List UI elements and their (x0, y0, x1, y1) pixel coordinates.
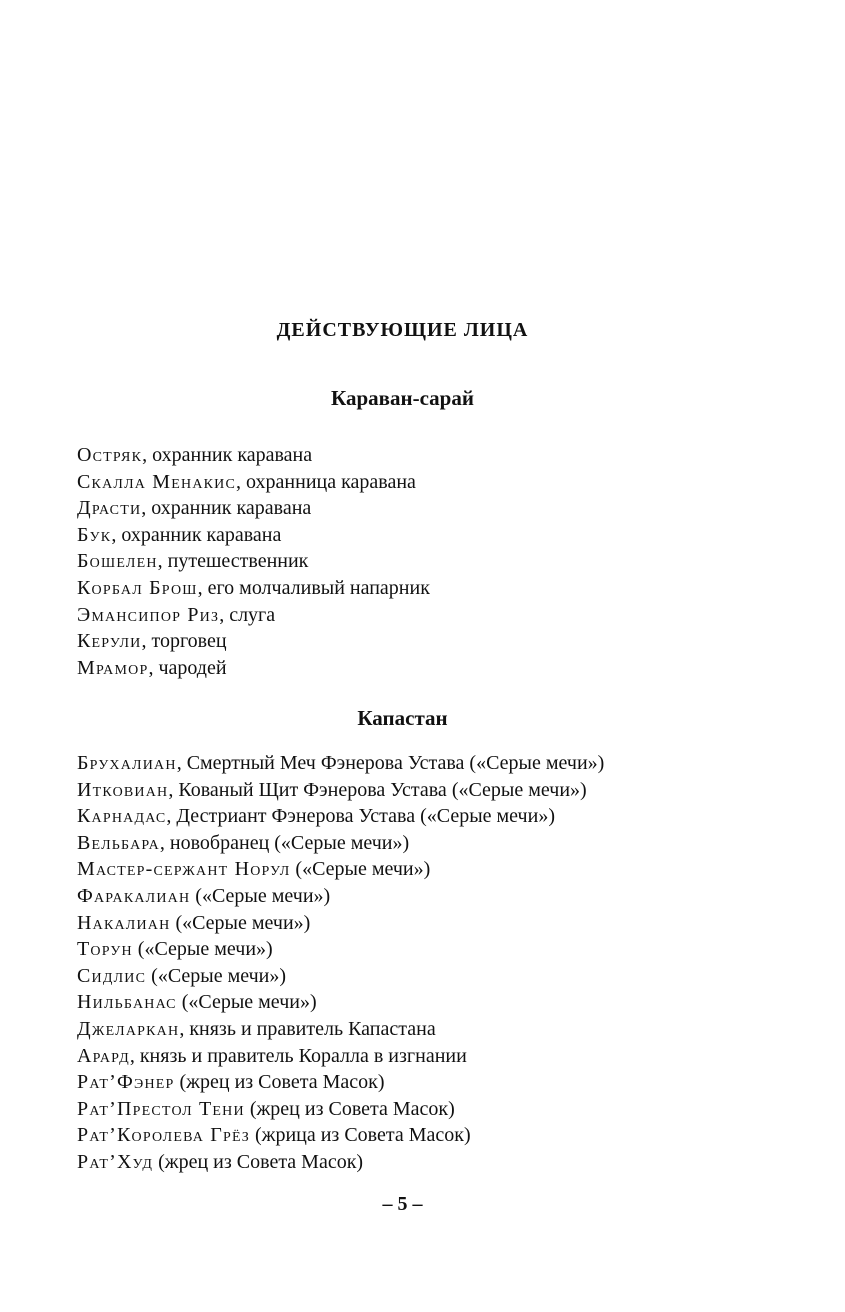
character-name: Арард (77, 1044, 130, 1067)
cast-entry (77, 1096, 797, 1123)
character-description: («Серые мечи») (176, 991, 317, 1014)
character-name: Эмансипор Риз (77, 603, 220, 626)
section-heading-caravanserai: Караван-сарай (331, 386, 474, 410)
character-description: , охранник каравана (142, 444, 313, 466)
cast-entry (77, 883, 797, 910)
cast-entry (77, 936, 797, 963)
cast-entry (77, 548, 797, 575)
character-name: Вельбара (77, 831, 160, 854)
character-name: Итковиан (77, 778, 169, 801)
character-name: Рат’Престол Тени (77, 1097, 245, 1120)
character-name: Брухалиан (77, 752, 177, 774)
character-name: Бошелен (77, 550, 158, 573)
character-name: Торун (77, 938, 133, 961)
character-description: , охранник каравана (141, 497, 312, 520)
character-name: Нильбанас (77, 991, 177, 1014)
character-description: , Смертный Меч Фэнерова Устава («Серые мечи») (176, 752, 605, 774)
cast-entry (77, 442, 797, 469)
character-description: , новобранец («Серые мечи») (159, 831, 410, 854)
cast-entry (77, 602, 797, 629)
cast-entry (77, 910, 797, 937)
character-description: , торговец (141, 630, 227, 653)
character-description: , путешественник (157, 550, 309, 573)
character-description: («Серые мечи») (146, 964, 287, 987)
cast-entry (77, 750, 797, 777)
character-name: Сидлис (77, 964, 147, 987)
character-description: (жрица из Совета Масок) (249, 1124, 471, 1147)
character-name: Накалиан (77, 911, 171, 934)
character-name: Корбал Брош (77, 576, 198, 599)
cast-entry (77, 628, 797, 655)
character-name: Керули (77, 630, 142, 653)
cast-entry (77, 1016, 797, 1043)
cast-entry (77, 522, 797, 549)
character-name: Мастер-сержант Норул (77, 858, 291, 881)
cast-entry (77, 830, 797, 857)
cast-entry (77, 1069, 797, 1096)
character-name: Рат’Худ (77, 1150, 154, 1173)
character-description: , чародей (148, 656, 227, 679)
character-description: , его молчаливый напарник (197, 576, 430, 599)
cast-entry (77, 1122, 797, 1149)
character-description: , охранник каравана (111, 523, 282, 546)
cast-entry (77, 1149, 797, 1176)
section-heading-capustan: Капастан (357, 706, 448, 730)
character-description: (жрец из Совета Масок) (174, 1071, 385, 1094)
character-description: («Серые мечи») (190, 884, 331, 907)
character-name: Остряк (77, 444, 143, 466)
character-name: Бук (77, 523, 112, 546)
character-name: Скалла Менакис (77, 470, 237, 493)
character-name: Мрамор (77, 656, 149, 679)
page-number: – 5 – (382, 1193, 423, 1215)
cast-entry (77, 655, 797, 682)
cast-entry (77, 1043, 797, 1070)
cast-entry (77, 803, 797, 830)
character-name: Джеларкан (77, 1017, 180, 1040)
page-title: ДЕЙСТВУЮЩИЕ ЛИЦА (276, 319, 529, 341)
cast-list-capustan (77, 750, 797, 1176)
character-description: («Серые мечи») (170, 911, 311, 934)
cast-entry (77, 777, 797, 804)
character-name: Карнадас (77, 805, 167, 828)
character-description: («Серые мечи») (290, 858, 431, 881)
character-description: (жрец из Совета Масок) (153, 1150, 364, 1173)
character-name: Рат’Фэнер (77, 1071, 175, 1094)
character-description: , Дестриант Фэнерова Устава («Серые мечи») (166, 805, 555, 828)
character-name: Драсти (77, 497, 142, 520)
cast-entry (77, 856, 797, 883)
character-description: (жрец из Совета Масок) (244, 1097, 455, 1120)
cast-list-caravanserai (77, 442, 797, 681)
character-description: («Серые мечи») (132, 938, 273, 961)
cast-entry (77, 963, 797, 990)
cast-entry (77, 575, 797, 602)
character-description: , князь и правитель Коралла в изгнании (129, 1044, 467, 1067)
character-description: , Кованый Щит Фэнерова Устава («Серые мечи») (168, 778, 587, 801)
character-description: , охранница каравана (236, 470, 416, 493)
cast-entry (77, 495, 797, 522)
cast-entry (77, 989, 797, 1016)
cast-entry (77, 469, 797, 496)
character-description: , слуга (219, 603, 276, 626)
character-description: , князь и правитель Капастана (179, 1017, 436, 1040)
character-name: Рат’Королева Грёз (77, 1124, 250, 1147)
character-name: Фаракалиан (77, 884, 191, 907)
